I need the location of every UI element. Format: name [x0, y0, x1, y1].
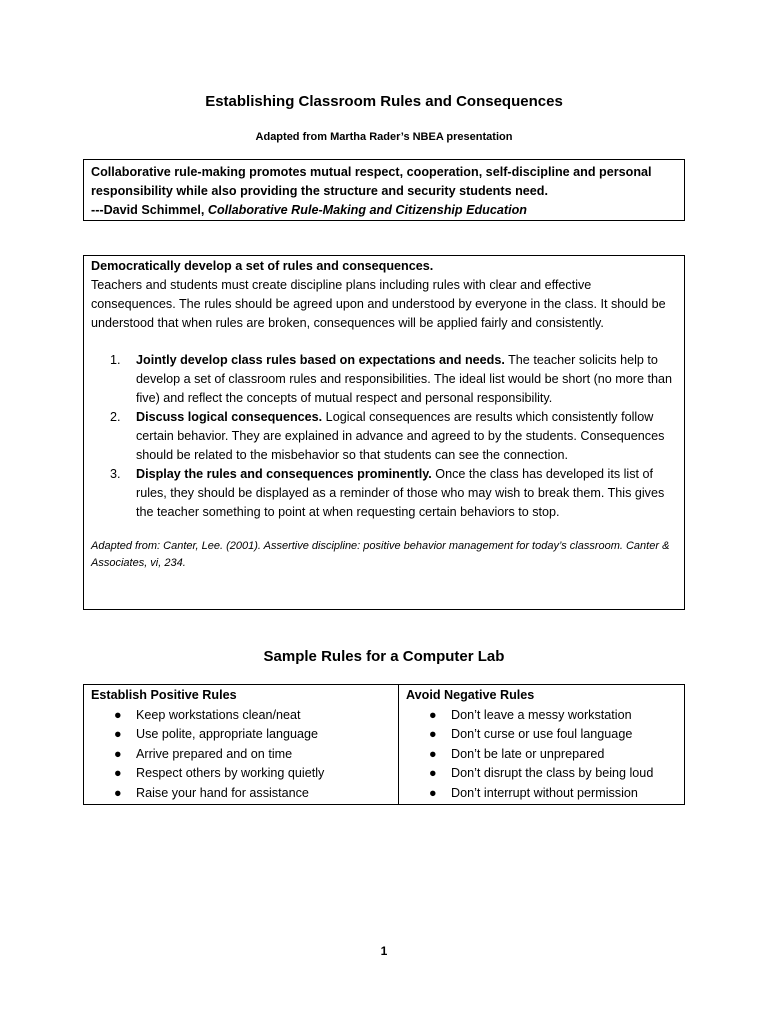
quote-attribution-line	[91, 201, 677, 220]
rule-text: Arrive prepared and on time	[136, 746, 293, 761]
bullet-icon: ●	[429, 707, 437, 722]
document-title: Establishing Classroom Rules and Consequences	[205, 93, 563, 110]
bullet-icon: ●	[114, 746, 122, 761]
list-item	[91, 745, 391, 765]
step-text: Once the class has developed its list of rules, they should be displayed as a reminder of those who may wish to break them. This gives the teacher something to point at when requesting certain behaviors to stop.	[136, 467, 665, 519]
negative-rules-list	[406, 706, 677, 804]
bullet-icon: ●	[114, 727, 122, 741]
bullet-icon: ●	[429, 727, 437, 741]
quote-attribution: ---David Schimmel,	[91, 203, 208, 217]
section-title: Sample Rules for a Computer Lab	[263, 648, 505, 665]
rule-text: Respect others by working quietly	[136, 766, 325, 780]
list-item	[406, 764, 677, 784]
process-heading: Democratically develop a set of rules and consequences.	[91, 259, 434, 273]
list-item	[406, 784, 677, 804]
negative-rules-cell	[399, 685, 685, 805]
step-heading: Discuss logical consequences.	[136, 410, 323, 424]
rule-text: Keep workstations clean/neat	[136, 707, 301, 722]
step-text: The teacher solicits help to develop a set of classroom rules and responsibilities. The ideal list would be short (no more than five) and reflect the concepts of mutual respect and personal responsibility.	[136, 353, 672, 405]
step-number: 3.	[110, 467, 121, 481]
rule-text: Raise your hand for assistance	[136, 785, 309, 800]
process-intro: Teachers and students must create discipline plans including rules with clear and effective consequences. The rules should be agreed upon and understood by everyone in the class. It should be understood that when rules are broken, consequences will be applied fairly and consistently.	[91, 278, 666, 330]
list-item	[91, 351, 677, 408]
document-subtitle: Adapted from Martha Rader’s NBEA presentation	[255, 131, 513, 143]
step-text: Logical consequences are results which consistently follow certain behavior. They are explained in advance and agreed to by the students. Consequences should be related to the misbehavior so that students can see the connection.	[136, 410, 665, 462]
quote-text: Collaborative rule-making promotes mutual respect, cooperation, self-discipline and personal responsibility while also providing the structure and security students need.	[91, 165, 652, 198]
step-heading: Jointly develop class rules based on expectations and needs.	[136, 353, 505, 367]
steps-list	[91, 351, 677, 522]
step-number: 2.	[110, 410, 121, 424]
rules-process-box	[83, 255, 685, 610]
page-number: 1	[380, 944, 388, 958]
rule-text: Don’t disrupt the class by being loud	[451, 766, 654, 780]
bullet-icon: ●	[114, 785, 122, 800]
list-item	[406, 706, 677, 726]
list-item	[406, 745, 677, 765]
quote-source-work: Collaborative Rule-Making and Citizenship Education	[207, 203, 527, 217]
bullet-icon: ●	[429, 746, 437, 761]
rule-text: Don’t leave a messy workstation	[451, 707, 632, 722]
rule-text: Use polite, appropriate language	[136, 727, 319, 741]
step-number: 1.	[110, 353, 121, 367]
step-heading: Display the rules and consequences prominently.	[136, 467, 432, 481]
column-header: Establish Positive Rules	[91, 688, 237, 702]
table-row	[84, 685, 685, 805]
bullet-icon: ●	[114, 707, 122, 722]
bullet-icon: ●	[114, 766, 122, 780]
rule-text: Don’t be late or unprepared	[451, 746, 605, 761]
positive-rules-list	[91, 706, 391, 804]
list-item	[406, 725, 677, 745]
bullet-icon: ●	[429, 766, 437, 780]
rule-text: Don’t curse or use foul language	[451, 727, 633, 741]
positive-rules-cell	[84, 685, 399, 805]
quote-box	[83, 159, 685, 221]
list-item	[91, 784, 391, 804]
citation: Adapted from: Canter, Lee. (2001). Assertive discipline: positive behavior management for today’s classroom. Canter & Associates, vi, 234.	[91, 540, 670, 569]
list-item	[91, 706, 391, 726]
list-item	[91, 725, 391, 745]
list-item	[91, 408, 677, 465]
list-item	[91, 465, 677, 522]
list-item	[91, 764, 391, 784]
rules-table	[83, 684, 685, 805]
column-header: Avoid Negative Rules	[406, 688, 535, 702]
rule-text: Don’t interrupt without permission	[451, 785, 638, 800]
bullet-icon: ●	[429, 785, 437, 800]
